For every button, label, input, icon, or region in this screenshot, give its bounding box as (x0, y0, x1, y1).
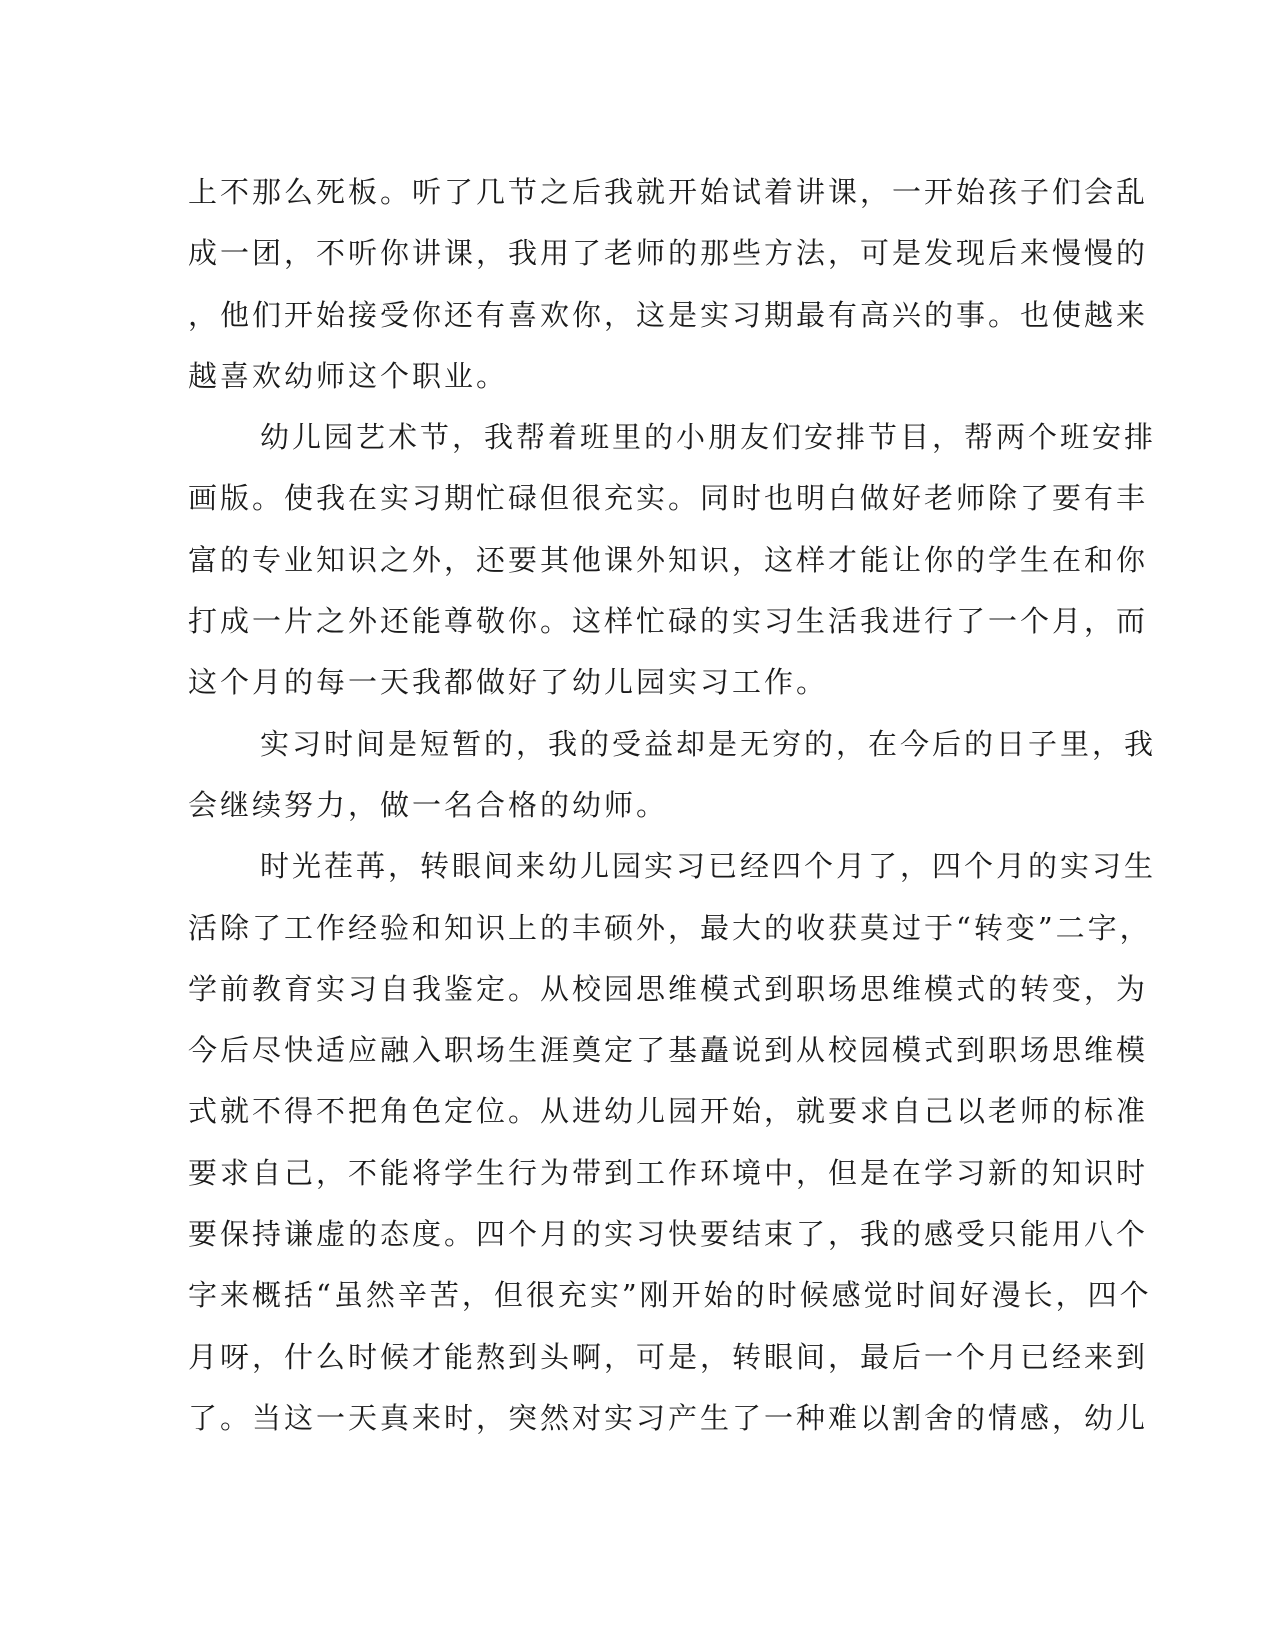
text-line: 上不那么死板。听了几节之后我就开始试着讲课，一开始孩子们会乱 (188, 175, 1149, 209)
text-line: 画版。使我在实习期忙碌但很充实。同时也明白做好老师除了要有丰 (188, 481, 1149, 516)
paragraph-first-line: 时光茬苒，转眼间来幼儿园实习已经四个月了，四个月的实习生 (260, 849, 1157, 884)
text-line: 越喜欢幼师这个职业。 (188, 358, 509, 393)
text-line: 活除了工作经验和知识上的丰硕外，最大的收获莫过于“转变”二字， (188, 910, 1152, 945)
text-line: ，他们开始接受你还有喜欢你，这是实习期最有高兴的事。也使越来 (188, 297, 1149, 332)
text-line: 学前教育实习自我鉴定。从校园思维模式到职场思维模式的转变，为 (188, 971, 1149, 1006)
text-line: 式就不得不把角色定位。从进幼儿园开始，就要求自己以老师的标准 (188, 1094, 1149, 1129)
paragraph-first-line: 实习时间是短暂的，我的受益却是无穷的，在今后的日子里，我 (260, 726, 1157, 761)
text-line: 了。当这一天真来时，突然对实习产生了一种难以割舍的情感，幼儿 (188, 1400, 1149, 1435)
text-line: 字来概括“虽然辛苦，但很充实”刚开始的时候感觉时间好漫长，四个 (188, 1278, 1152, 1313)
text-line: 要保持谦虚的态度。四个月的实习快要结束了，我的感受只能用八个 (188, 1217, 1149, 1252)
text-line: 打成一片之外还能尊敬你。这样忙碌的实习生活我进行了一个月，而 (188, 604, 1149, 639)
text-line: 今后尽快适应融入职场生涯奠定了基矗说到从校园模式到职场思维模 (188, 1033, 1149, 1068)
text-line: 这个月的每一天我都做好了幼儿园实习工作。 (188, 665, 829, 700)
text-line: 会继续努力，做一名合格的幼师。 (188, 787, 669, 822)
paragraph-first-line: 幼儿园艺术节，我帮着班里的小朋友们安排节目，帮两个班安排 (260, 420, 1157, 455)
body-text (188, 162, 1157, 1449)
text-line: 成一团，不听你讲课，我用了老师的那些方法，可是发现后来慢慢的 (188, 236, 1149, 271)
text-line: 月呀，什么时候才能熬到头啊，可是，转眼间，最后一个月已经来到 (188, 1339, 1149, 1374)
text-line: 要求自己，不能将学生行为带到工作环境中，但是在学习新的知识时 (188, 1155, 1149, 1190)
text-line: 富的专业知识之外，还要其他课外知识，这样才能让你的学生在和你 (188, 542, 1149, 577)
